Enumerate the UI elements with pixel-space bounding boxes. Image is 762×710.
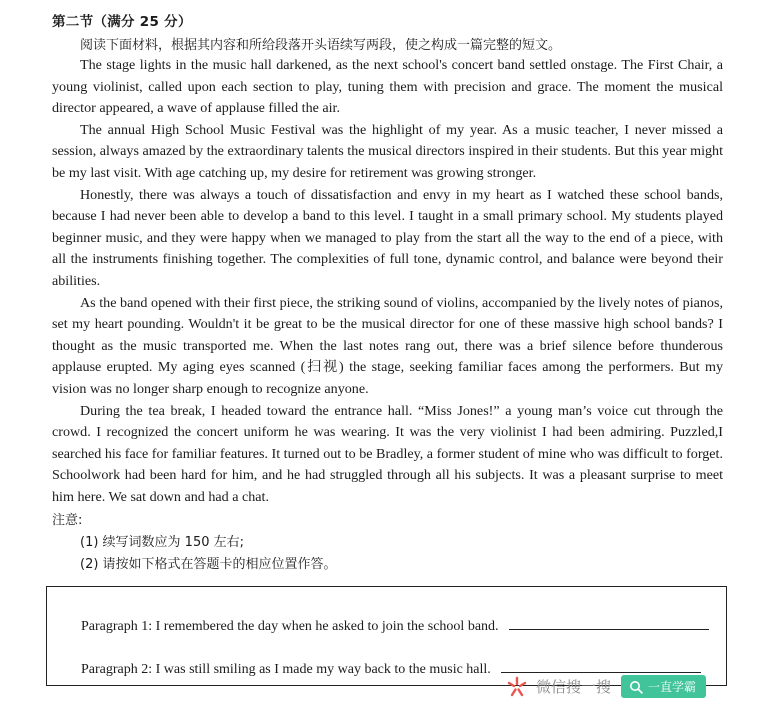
story-paragraph-3: Honestly, there was always a touch of dissatisfaction and envy in my heart as I watched these school bands, because I had never been able to develop a band to this level. I taught in a small primary school. My students played beginner music, and they were happy when we managed to play from the start all the way to the end of a piece, with all the instruments finishing together. The complexities of full tone, dynamic control, and balance were beyond their abilities. bbox=[52, 186, 723, 289]
story-paragraph-4: As the band opened with their first piece, the striking sound of violins, accompanied by the lively notes of pianos, set my heart pounding. Wouldn't it be great to be the musical director for one of these massive high school bands? I thought as the music transported me. When the last notes rang out, there was a brief silence before thunderous applause erupted. My aging eyes scanned (扫视) the stage, seeking familiar faces among the performers. But my vision was no longer sharp enough to recognize anyone. bbox=[52, 294, 723, 397]
paragraph-1-blank bbox=[509, 616, 709, 630]
story-paragraph-5: During the tea break, I headed toward the entrance hall. “Miss Jones!” a young man’s voice cut through the crowd. I recognized the concert uniform he was wearing. It was the very violinist I had been admiring. Puzzled,I searched his face for familiar features. It turned out to be Bradley, a former student of mine who was difficult to forget. Schoolwork had been hard for him, and he had struggled through all his subjects. It was a pleasant surprise to meet him here. We sat down and had a chat. bbox=[52, 402, 723, 505]
search-button-label: 一直学霸 bbox=[648, 680, 697, 694]
story-paragraph-2: The annual High School Music Festival was the highlight of my year. As a music teacher, I never missed a session, always amazed by the extraordinary talents the musical directors inspired in their students. But this year might be my last visit. With age catching up, my desire for retirement was growing stronger. bbox=[52, 121, 723, 181]
paragraph-1-text: Paragraph 1: I remembered the day when he asked to join the school band. bbox=[81, 619, 499, 634]
search-button[interactable] bbox=[621, 675, 706, 698]
wechat-search-watermark bbox=[506, 675, 706, 698]
section-heading: 第二节（满分 25 分） bbox=[52, 14, 192, 30]
paragraph-1-prompt bbox=[81, 616, 709, 635]
answer-format-box bbox=[46, 586, 727, 686]
paragraph-2-text: Paragraph 2: I was still smiling as I made my way back to the music hall. bbox=[81, 662, 491, 677]
paragraph-2-blank bbox=[501, 659, 701, 673]
story-paragraph-1: The stage lights in the music hall darkened, as the next school's concert band settled onstage. The First Chair, a young violinist, called upon each section to play, tuning them with precision and grace. The moment the musical director appeared, a wave of applause filled the air. bbox=[52, 57, 723, 117]
story-text bbox=[52, 55, 723, 508]
notes-title: 注意: bbox=[52, 513, 83, 528]
note-item-1: (1) 续写词数应为 150 左右; bbox=[80, 535, 245, 550]
wechat-search-logo-icon bbox=[506, 676, 528, 698]
watermark-text: 微信搜一搜 bbox=[536, 678, 612, 696]
note-item-2: (2) 请按如下格式在答题卡的相应位置作答。 bbox=[80, 557, 337, 572]
search-icon bbox=[629, 680, 643, 694]
task-instruction: 阅读下面材料，根据其内容和所给段落开头语续写两段，使之构成一篇完整的短文。 bbox=[80, 38, 562, 53]
